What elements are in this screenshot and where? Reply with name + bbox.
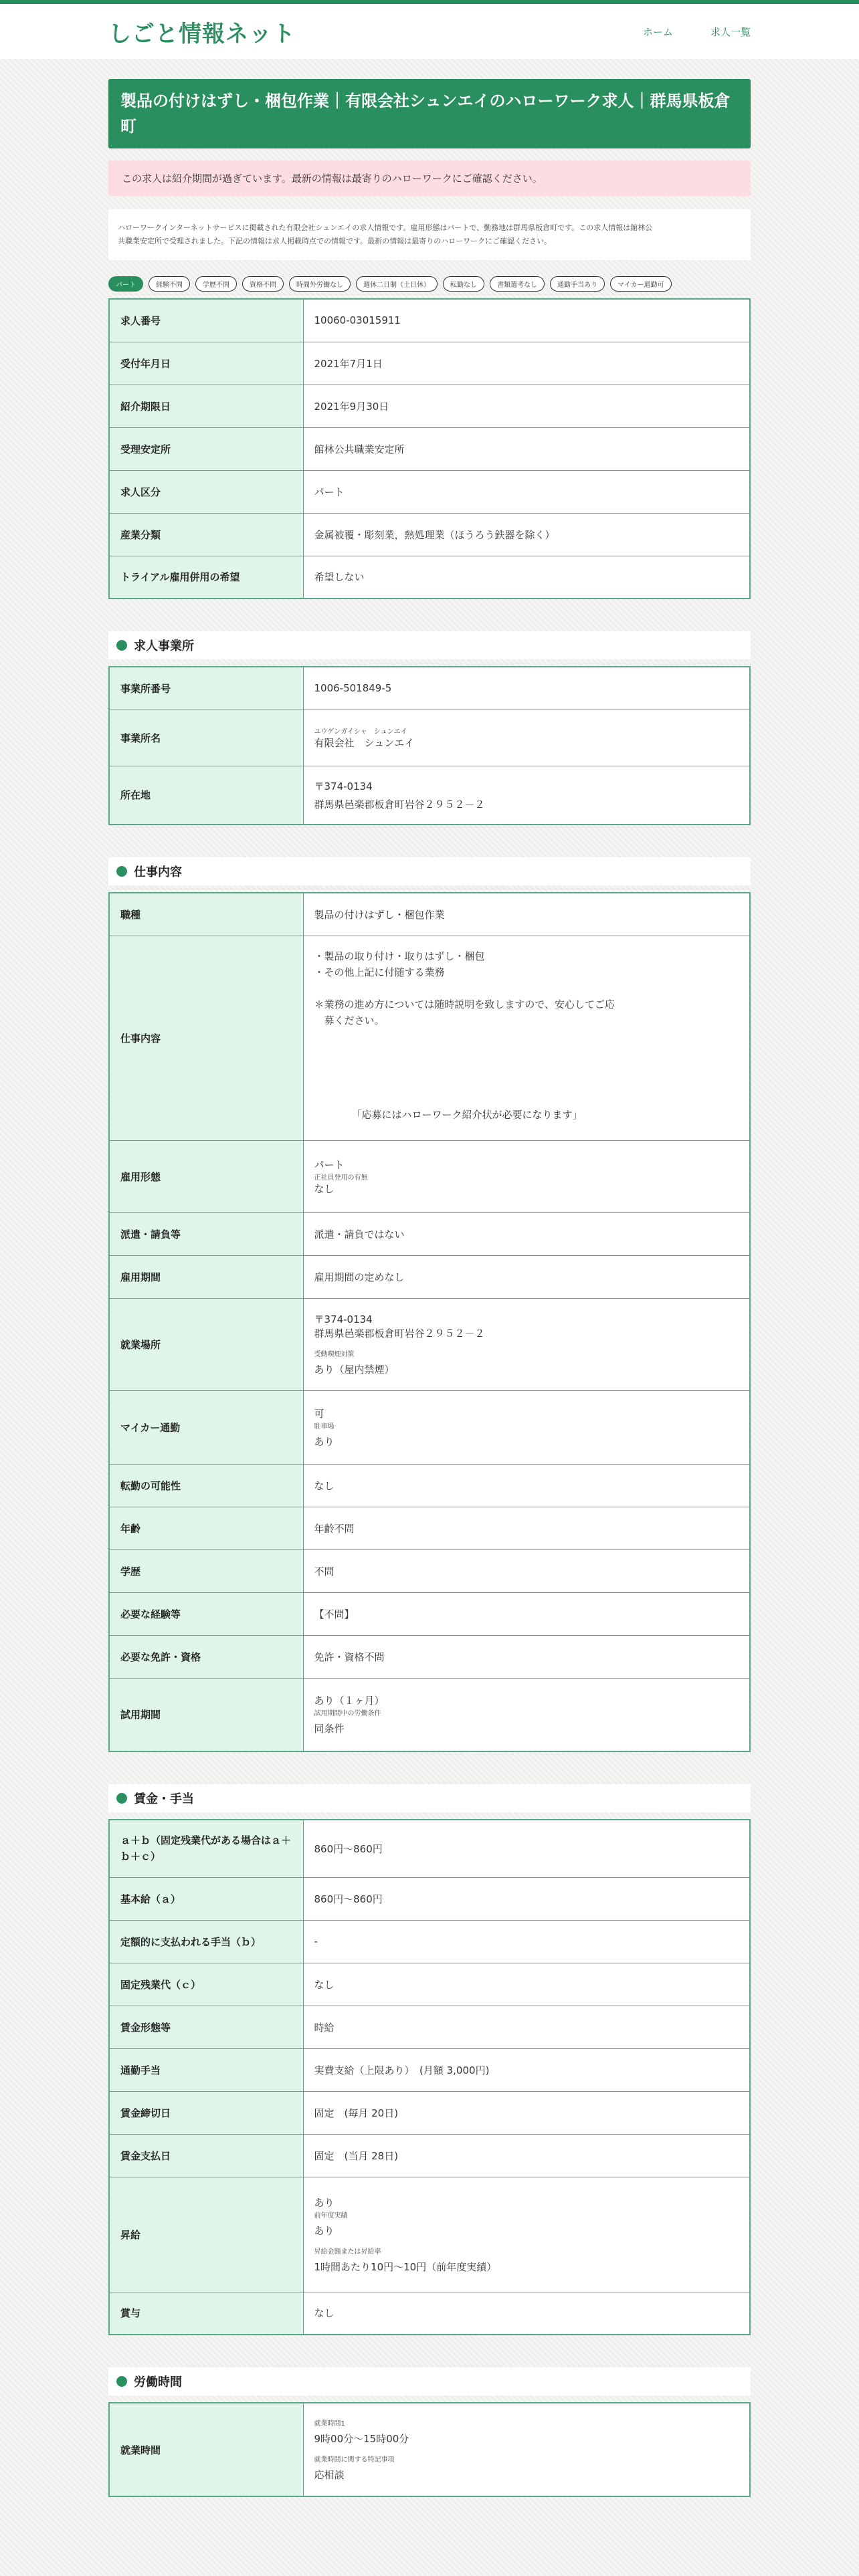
table-row	[109, 2403, 750, 2496]
row-label: 求人番号	[109, 299, 303, 342]
row-label: マイカー通勤	[109, 1390, 303, 1464]
row-label: ａ＋ｂ（固定残業代がある場合はａ＋ｂ＋ｃ）	[109, 1820, 303, 1877]
received-date: 2021年7月1日	[303, 342, 750, 385]
row-label: 産業分類	[109, 513, 303, 556]
transfer-possibility: なし	[303, 1464, 750, 1507]
work-hours: 9時00分〜15時00分	[314, 2433, 409, 2445]
table-row	[109, 1963, 750, 2006]
row-label: 紹介期限日	[109, 385, 303, 427]
regular-hire-value: なし	[314, 1182, 335, 1195]
section-title: 労働時間	[134, 2375, 182, 2389]
industry: 金属被覆・彫刻業，熱処理業（ほうろう鉄器を除く）	[303, 513, 750, 556]
table-row	[109, 1298, 750, 1390]
table-row	[109, 1212, 750, 1255]
wage-form: 時給	[303, 2006, 750, 2048]
table-row	[109, 1390, 750, 1464]
wage-pay-day: 固定 (当月 28日)	[303, 2134, 750, 2177]
row-label: 昇給	[109, 2177, 303, 2292]
bullet-icon	[116, 640, 127, 651]
section-heading-wage	[108, 1784, 751, 1812]
expired-notice: この求人は紹介期間が過ぎています。最新の情報は最寄りのハローワークにご確認ください。	[108, 160, 751, 196]
fixed-overtime: なし	[303, 1963, 750, 2006]
work-table	[108, 892, 751, 1752]
work-hours-note-label: 就業時間に関する特記事項	[314, 2456, 395, 2464]
tag-no-transfer[interactable]: 転勤なし	[443, 276, 484, 292]
raise: あり	[314, 2196, 335, 2209]
job-category: パート	[303, 470, 750, 513]
tag-no-overtime[interactable]: 時間外労働なし	[289, 276, 351, 292]
bullet-icon	[116, 2376, 127, 2387]
row-label: 雇用形態	[109, 1140, 303, 1212]
raise-prev: あり	[314, 2224, 335, 2237]
table-row	[109, 2006, 750, 2048]
basic-info-table	[108, 298, 751, 599]
regular-hire-label: 正社員登用の有無	[314, 1174, 368, 1182]
table-row	[109, 1464, 750, 1507]
table-row	[109, 1920, 750, 1963]
employer-zip: 〒374-0134	[314, 780, 373, 792]
section-title: 仕事内容	[134, 865, 182, 879]
table-row	[109, 1678, 750, 1751]
trial-employment: 希望しない	[303, 556, 750, 599]
tag-no-license[interactable]: 資格不問	[242, 276, 284, 292]
table-row	[109, 1820, 750, 1877]
receiving-office: 館林公共職業安定所	[303, 427, 750, 470]
table-row	[109, 556, 750, 599]
row-label: 雇用期間	[109, 1255, 303, 1298]
table-row	[109, 470, 750, 513]
dispatch-status: 派遣・請負ではない	[303, 1212, 750, 1255]
row-label: 受理安定所	[109, 427, 303, 470]
table-row	[109, 710, 750, 766]
row-label: 派遣・請負等	[109, 1212, 303, 1255]
row-label: 事業所名	[109, 710, 303, 766]
table-row	[109, 1592, 750, 1635]
work-hours-label: 就業時間1	[314, 2420, 345, 2428]
employer-table	[108, 666, 751, 825]
intro-line-2: 共職業安定所で受理されました。下記の情報は求人掲載時点での情報です。最新の情報は最寄りのハローワークにご確認ください。	[118, 237, 552, 245]
row-label: 所在地	[109, 766, 303, 825]
occupation: 製品の付けはずし・梱包作業	[303, 893, 750, 936]
hours-table	[108, 2402, 751, 2497]
table-row	[109, 936, 750, 1140]
wage-table	[108, 1819, 751, 2335]
table-row	[109, 513, 750, 556]
row-label: 仕事内容	[109, 936, 303, 1140]
row-label: 賃金形態等	[109, 2006, 303, 2048]
row-label: 求人区分	[109, 470, 303, 513]
table-row	[109, 1255, 750, 1298]
base-wage: 860円〜860円	[303, 1877, 750, 1920]
section-heading-employer	[108, 631, 751, 659]
row-label: 基本給（ａ）	[109, 1877, 303, 1920]
bullet-icon	[116, 866, 127, 877]
tag-no-education[interactable]: 学歴不問	[195, 276, 237, 292]
row-label: 定額的に支払われる手当（ｂ）	[109, 1920, 303, 1963]
work-place-address: 群馬県邑楽郡板倉町岩谷２９５２－２	[314, 1327, 485, 1339]
work-place-zip: 〒374-0134	[314, 1313, 373, 1325]
employment-period: 雇用期間の定めなし	[303, 1255, 750, 1298]
table-row	[109, 1140, 750, 1212]
tag-commute-allowance[interactable]: 通勤手当あり	[550, 276, 605, 292]
row-label: 試用期間	[109, 1678, 303, 1751]
table-row	[109, 2091, 750, 2134]
parking-label: 駐車場	[314, 1422, 335, 1430]
trial-conditions: 同条件	[314, 1723, 345, 1735]
fixed-allowance: -	[303, 1920, 750, 1963]
license-requirement: 免許・資格不問	[303, 1635, 750, 1678]
tag-part-time[interactable]: パート	[108, 276, 143, 292]
table-row	[109, 2134, 750, 2177]
raise-amount: 1時間あたり10円〜10円（前年度実績）	[314, 2260, 497, 2273]
row-label: 転勤の可能性	[109, 1464, 303, 1507]
section-title: 求人事業所	[134, 639, 194, 653]
work-content: ・製品の取り付け・取りはずし・梱包 ・その他上記に付随する業務 ＊業務の進め方については随時説明を致しますので、安心してご応 募ください。	[314, 950, 615, 1027]
site-logo[interactable]: しごと情報ネット	[108, 20, 296, 47]
employer-name-kana: ユウゲンガイシャ シュンエイ	[314, 728, 407, 736]
employer-address: 群馬県邑楽郡板倉町岩谷２９５２－２	[314, 798, 485, 811]
smoking-label: 受動喫煙対策	[314, 1351, 355, 1358]
table-row	[109, 427, 750, 470]
row-label: 必要な免許・資格	[109, 1635, 303, 1678]
parking-value: あり	[314, 1435, 335, 1448]
row-label: 賞与	[109, 2292, 303, 2335]
row-label: トライアル雇用併用の希望	[109, 556, 303, 599]
table-row	[109, 2048, 750, 2091]
table-row	[109, 342, 750, 385]
site-header	[0, 4, 859, 59]
row-label: 受付年月日	[109, 342, 303, 385]
main-nav	[643, 25, 751, 39]
table-row	[109, 385, 750, 427]
employment-type: パート	[314, 1158, 345, 1171]
work-hours-note: 応相談	[314, 2469, 345, 2481]
row-label: 職種	[109, 893, 303, 936]
row-label: 年齢	[109, 1507, 303, 1549]
table-row	[109, 1549, 750, 1592]
table-row	[109, 1635, 750, 1678]
bullet-icon	[116, 1793, 127, 1804]
nav-job-list-link[interactable]: 求人一覧	[710, 25, 751, 38]
section-heading-hours	[108, 2367, 751, 2395]
nav-home-link[interactable]: ホーム	[642, 25, 673, 38]
raise-prev-label: 前年度実績	[314, 2212, 348, 2220]
row-label: 事業所番号	[109, 667, 303, 710]
tag-car-commute[interactable]: マイカー通勤可	[610, 276, 672, 292]
row-label: 固定残業代（ｃ）	[109, 1963, 303, 2006]
table-row	[109, 2177, 750, 2292]
main-content	[108, 79, 751, 2497]
row-label: 就業場所	[109, 1298, 303, 1390]
commute-allowance: 実費支給（上限あり） (月額 3,000円)	[303, 2048, 750, 2091]
intro-line-1: ハローワークインターネットサービスに掲載された有限会社シュンエイの求人情報です。雇用形態はパートで、勤務地は群馬県板倉町です。この求人情報は館林公	[118, 223, 653, 232]
tag-no-experience[interactable]: 経験不問	[149, 276, 190, 292]
age-requirement: 年齢不問	[303, 1507, 750, 1549]
smoking-policy: あり（屋内禁煙）	[314, 1364, 395, 1376]
tag-list	[108, 276, 751, 292]
trial-period: あり（１ヶ月）	[314, 1695, 385, 1707]
job-title: 製品の付けはずし・梱包作業｜有限会社シュンエイのハローワーク求人｜群馬県板倉町	[108, 79, 751, 148]
table-row	[109, 1877, 750, 1920]
trial-conditions-label: 試用期間中の労働条件	[314, 1710, 381, 1718]
expiry-date: 2021年9月30日	[303, 385, 750, 427]
row-label: 賃金締切日	[109, 2091, 303, 2134]
table-row	[109, 299, 750, 342]
job-number: 10060-03015911	[303, 299, 750, 342]
experience-requirement: 【不問】	[303, 1592, 750, 1635]
row-label: 学歴	[109, 1549, 303, 1592]
employer-number: 1006-501849-5	[303, 667, 750, 710]
car-commute: 可	[314, 1407, 324, 1420]
section-heading-work	[108, 857, 751, 885]
education-requirement: 不問	[303, 1549, 750, 1592]
tag-no-document-screening[interactable]: 書類選考なし	[490, 276, 545, 292]
section-title: 賃金・手当	[134, 1792, 194, 1806]
job-intro	[108, 209, 751, 260]
row-label: 必要な経験等	[109, 1592, 303, 1635]
raise-amount-label: 昇給金額または昇給率	[314, 2248, 381, 2256]
row-label: 通勤手当	[109, 2048, 303, 2091]
row-label: 就業時間	[109, 2403, 303, 2496]
row-label: 賃金支払日	[109, 2134, 303, 2177]
table-row	[109, 766, 750, 825]
wage-closing-day: 固定 (毎月 20日)	[303, 2091, 750, 2134]
work-content-note: 「応募にはハローワーク紹介状が必要になります」	[351, 1108, 583, 1121]
employer-name: 有限会社 シュンエイ	[314, 737, 415, 749]
bonus: なし	[303, 2292, 750, 2335]
table-row	[109, 893, 750, 936]
table-row	[109, 1507, 750, 1549]
table-row	[109, 2292, 750, 2335]
table-row	[109, 667, 750, 710]
total-wage: 860円〜860円	[303, 1820, 750, 1877]
tag-two-day-weekend[interactable]: 週休二日制（土日休）	[356, 276, 438, 292]
